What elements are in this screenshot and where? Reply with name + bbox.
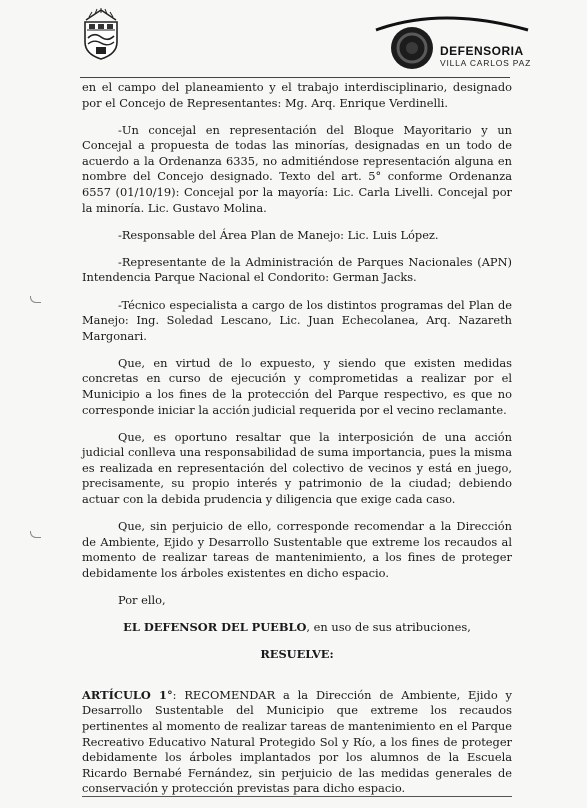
paragraph: -Técnico especialista a cargo de los distintos programas del Plan de Manejo: Ing. Soledad Lescano, Lic. Juan Echecolanea, Arq. Nazareth Margonari.: [82, 297, 512, 343]
paragraph: Que, en virtud de lo expuesto, y siendo que existen medidas concretas en curso de ejecución y comprometidas a realizar por el Municipio a los fines de la protección del Parque respectivo, es que no corresponde iniciar la acción judicial requerida por el vecino reclamante.: [82, 355, 512, 417]
footer-rule: [82, 796, 512, 797]
paragraph: -Representante de la Administración de Parques Nacionales (APN) Intendencia Parque Nacional el Condorito: German Jacks.: [82, 254, 512, 285]
article-text: : RECOMENDAR a la Dirección de Ambiente, Ejido y Desarrollo Sustentable del Municipio que extreme los recaudos pertinentes al momento de realizar tareas de mantenimiento en el Parque Recreativo Educativo Natural Protegido Sol y Río, a los fines de proteger debidamente los árboles implantados por los alumnos de la Escuela Ricardo Bernabé Fernández, sin perjuicio de las medidas generales de conservación y protección previstas para dicho espacio.: [82, 687, 512, 796]
margin-mark: [30, 296, 41, 303]
logo-org-subtitle: VILLA CARLOS PAZ: [440, 58, 532, 68]
por-ello-line: Por ello,: [118, 593, 166, 608]
paragraph: Que, sin perjuicio de ello, corresponde recomendar a la Dirección de Ambiente, Ejido y Desarrollo Sustentable que extreme los recaudos al momento de realizar tareas de mantenimiento, a los fines de proteger debidamente los árboles existentes en dicho espacio.: [82, 519, 512, 580]
document-body: [82, 80, 512, 808]
article-1: [82, 688, 512, 797]
defensor-line: [82, 620, 512, 636]
margin-mark: [30, 531, 41, 538]
paragraph: -Un concejal en representación del Bloque Mayoritario y un Concejal a propuesta de todas las minorías, designadas en un todo de acuerdo a la Ordenanza 6335, no admitiéndose representación alguna en nombre del Concejo designado. Texto del art. 5° conforme Ordenanza 6557 (01/10/19): Concejal por la mayoría: Lic. Carla Livelli. Concejal por la minoría. Lic. Gustavo Molina.: [82, 122, 512, 215]
resuelve-heading: RESUELVE:: [260, 647, 334, 662]
defensor-rest: , en uso de sus atribuciones,: [306, 620, 471, 635]
logo-org-name: DEFENSORIA: [440, 44, 524, 58]
defensor-title: EL DEFENSOR DEL PUEBLO: [123, 620, 307, 635]
municipal-crest-icon: [80, 8, 122, 60]
paragraph: -Responsable del Área Plan de Manejo: Lic. Luis López.: [118, 227, 439, 242]
header-rule: [80, 77, 510, 78]
paragraph: Que, es oportuno resaltar que la interposición de una acción judicial conlleva una responsabilidad de suma importancia, pues la misma es realizada en representación del colectivo de vecinos y está en juego, precisamente, su propio interés y patrimonio de la ciudad; debiendo actuar con la debida prudencia y diligencia que exige cada caso.: [82, 429, 512, 507]
paragraph: en el campo del planeamiento y el trabajo interdisciplinario, designado por el Concejo de Representantes: Mg. Arq. Enrique Verdinelli.: [82, 80, 512, 110]
article-label: ARTÍCULO 1°: [82, 687, 173, 702]
